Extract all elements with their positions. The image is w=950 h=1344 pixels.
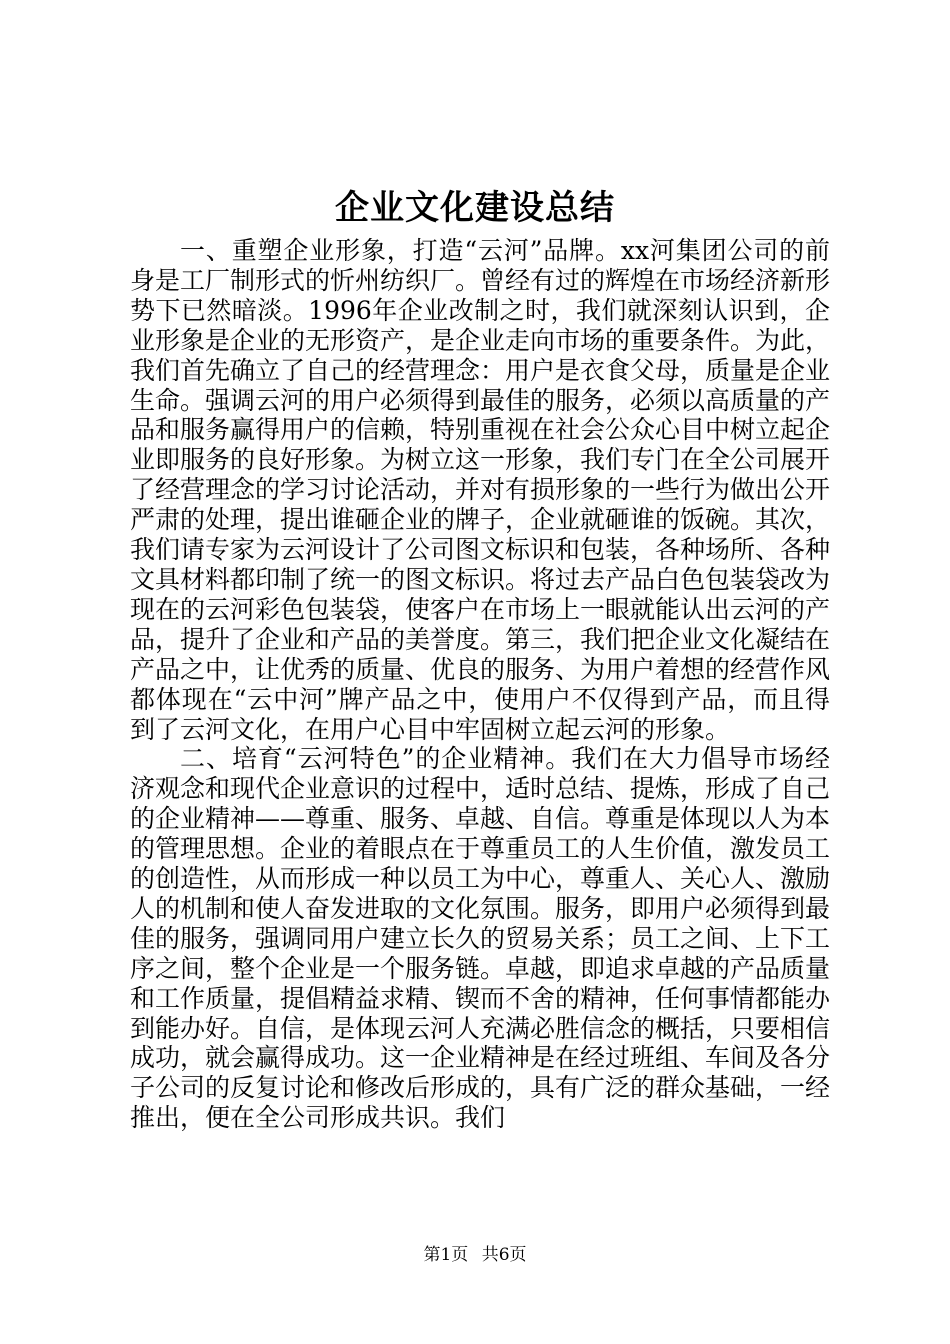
page-total: 共6页: [481, 1245, 527, 1265]
document-body: [130, 236, 830, 1133]
paragraph-1: 一、重塑企业形象，打造“云河”品牌。xx河集团公司的前身是工厂制形式的忻州纺织厂。曾经有过的辉煌在市场经济新形势下已然暗淡。1996年企业改制之时，我们就深刻认识到，企业形象是企业的无形资产，是企业走向市场的重要条件。为此，我们首先确立了自己的经营理念：用户是衣食父母，质量是企业生命。强调云河的用户必须得到最佳的服务，必须以高质量的产品和服务赢得用户的信赖，特别重视在社会公众心目中树立起企业即服务的良好形象。为树立这一形象，我们专门在全公司展开了经营理念的学习讨论活动，并对有损形象的一些行为做出公开严肃的处理，提出谁砸企业的牌子，企业就砸谁的饭碗。其次，我们请专家为云河设计了公司图文标识和包装，各种场所、各种文具材料都印制了统一的图文标识。将过去产品白色包装袋改为现在的云河彩色包装袋，使客户在市场上一眼就能认出云河的产品，提升了企业和产品的美誉度。第三，我们把企业文化凝结在产品之中，让优秀的质量、优良的服务、为用户着想的经营作风都体现在“云中河”牌产品之中，使用户不仅得到产品，而且得到了云河文化，在用户心目中牢固树立起云河的形象。: [130, 236, 831, 744]
page-footer: [0, 1244, 950, 1266]
page-number: 第1页: [423, 1245, 469, 1265]
paragraph-2: 二、培育“云河特色”的企业精神。我们在大力倡导市场经济观念和现代企业意识的过程中，适时总结、提炼，形成了自己的企业精神——尊重、服务、卓越、自信。尊重是体现以人为本的管理思想。企业的着眼点在于尊重员工的人生价值，激发员工的创造性，从而形成一种以员工为中心，尊重人、关心人、激励人的机制和使人奋发进取的文化氛围。服务，即用户必须得到最佳的服务，强调同用户建立长久的贸易关系；员工之间、上下工序之间，整个企业是一个服务链。卓越，即追求卓越的产品质量和工作质量，提倡精益求精、锲而不舍的精神，任何事情都能办到能办好。自信，是体现云河人充满必胜信念的概括，只要相信成功，就会赢得成功。这一企业精神是在经过班组、车间及各分子公司的反复讨论和修改后形成的，具有广泛的群众基础，一经推出，便在全公司形成共识。我们: [130, 744, 831, 1133]
document-title: 企业文化建设总结: [335, 188, 615, 228]
